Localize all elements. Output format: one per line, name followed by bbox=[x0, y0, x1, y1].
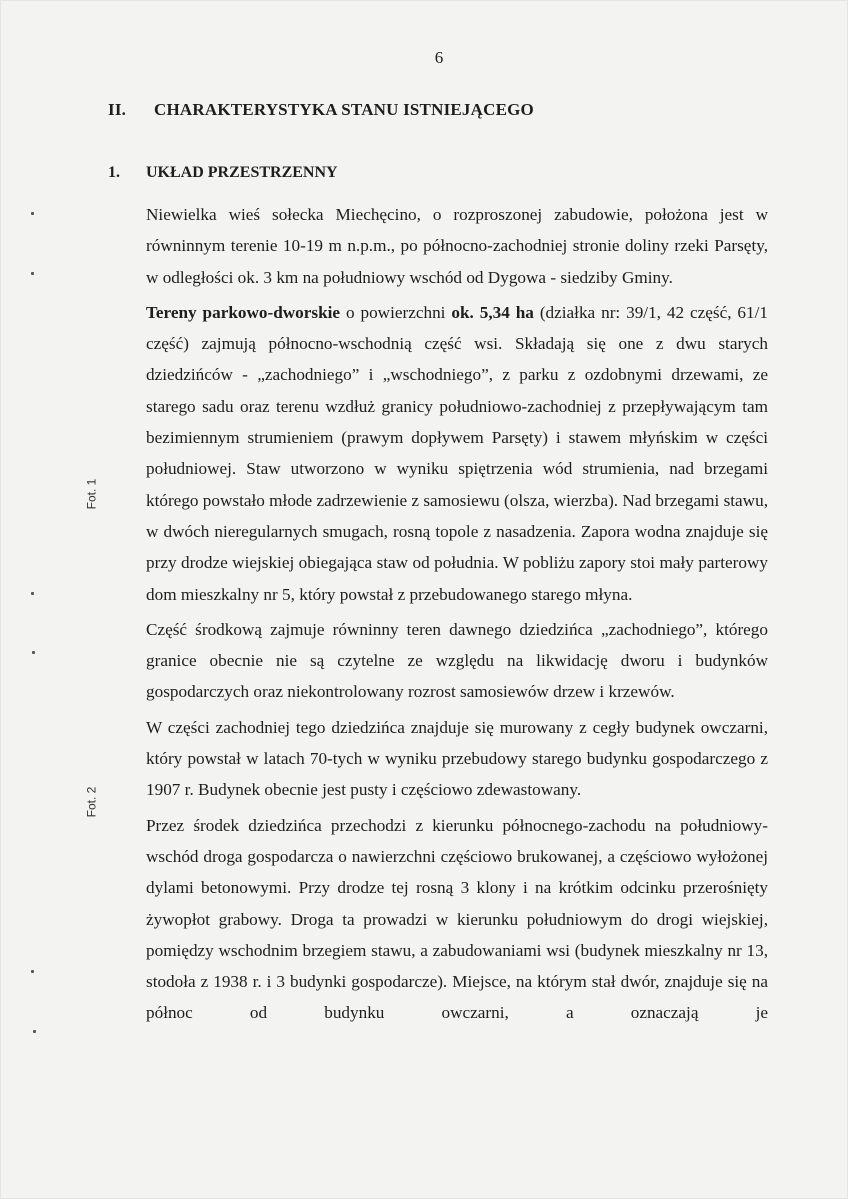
paragraph-text: o powierzchni bbox=[340, 302, 452, 322]
section-heading bbox=[108, 100, 534, 120]
section-number: II. bbox=[108, 100, 127, 119]
page-number: 6 bbox=[434, 48, 444, 67]
body-text bbox=[146, 199, 768, 1033]
margin-mark bbox=[33, 1030, 36, 1033]
margin-mark bbox=[31, 970, 34, 973]
subsection-heading bbox=[108, 164, 338, 182]
subsection-title: UKŁAD PRZESTRZENNY bbox=[146, 164, 338, 181]
paragraph: W części zachodniej tego dziedzińca znajduje się murowany z cegły budynek owczarni, który powstał w latach 70-tych w wyniku przebudowy starego budynku gospodarczego z 1907 r. Budynek obecnie jest pusty i częściowo zdewastowany. bbox=[146, 717, 768, 800]
margin-mark bbox=[31, 592, 34, 595]
paragraph: Przez środek dziedzińca przechodzi z kierunku północnego-zachodu na południowy-wschód droga gospodarcza o nawierzchni częściowo brukowanej, a częściowo wyłożonej dylami betonowymi. Przy drodze tej rosną 3 klony i na krótkim odcinku przerośnięty żywopłot grabowy. Droga ta prowadzi w kierunku południowym do drogi wiejskiej, pomiędzy wschodnim brzegiem stawu, a zabudowaniami wsi (budynek mieszkalny nr 13, stodoła z 1938 r. i 3 budynki gospodarcze). Miejsce, na którym stał dwór, znajduje się na północ od budynku owczarni, a oznaczają je bbox=[146, 815, 768, 1023]
bold-area: ok. 5,34 ha bbox=[451, 302, 534, 322]
paragraph bbox=[146, 297, 768, 610]
bold-lead: Tereny parkowo-dworskie bbox=[146, 302, 341, 322]
margin-mark bbox=[31, 272, 34, 275]
paragraph-text: (działka nr: 39/1, 42 część, 61/1 część) zajmują północno-wschodnią część wsi. Składają się one z dwu starych dziedzińców - „zachodniego” i „wschodniego”, z parku z ozdobnymi drzewami, ze starego sadu oraz terenu wzdłuż granicy południowo-zachodniej z przepływającym tam bezimiennym strumieniem (prawym dopływem Parsęty) i stawem młyńskim w części południowej. Staw utworzono w wyniku spiętrzenia wód strumienia, nad brzegami którego powstało młode zadrzewienie z samosiewu (olsza, wierzba). Nad brzegami stawu, w dwóch nieregularnych smugach, rosną topole z nasadzenia. Zapora wodna znajduje się przy drodze wiejskiej obiegająca staw od południa. W pobliżu zapory stoi mały parterowy dom mieszkalny nr 5, który powstał z przebudowanego starego młyna. bbox=[146, 302, 768, 604]
margin-label-fot-2: Fot. 2 bbox=[84, 786, 99, 818]
paragraph: Część środkową zajmuje równinny teren dawnego dziedzińca „zachodniego”, którego granice obecnie nie są czytelne ze względu na likwidację dworu i budynków gospodarczych oraz niekontrolowany rozrost samosiewów drzew i krzewów. bbox=[146, 619, 768, 702]
section-title: CHARAKTERYSTYKA STANU ISTNIEJĄCEGO bbox=[154, 100, 534, 119]
margin-mark bbox=[32, 651, 35, 654]
margin-label-fot-1: Fot. 1 bbox=[84, 478, 99, 510]
subsection-number: 1. bbox=[108, 164, 120, 181]
paragraph: Niewielka wieś sołecka Miechęcino, o rozproszonej zabudowie, położona jest w równinnym terenie 10-19 m n.p.m., po północno-zachodniej stronie doliny rzeki Parsęty, w odległości ok. 3 km na południowy wschód od Dygowa - siedziby Gminy. bbox=[146, 205, 768, 287]
margin-mark bbox=[31, 212, 34, 215]
